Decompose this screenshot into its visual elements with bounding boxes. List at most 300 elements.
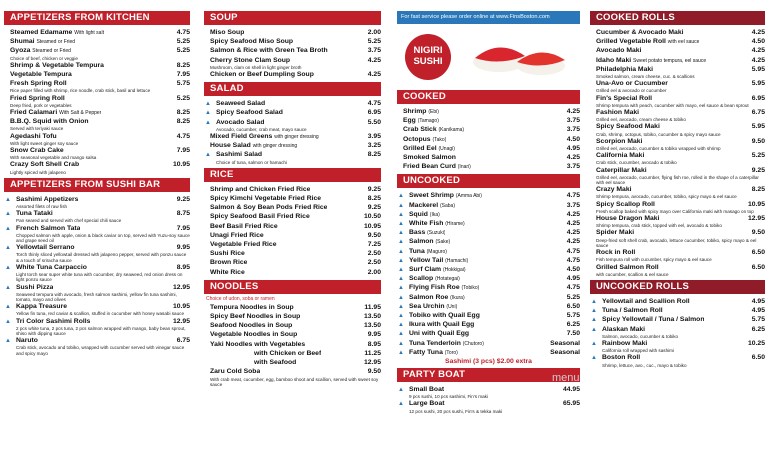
menu-item-name: Tuna Tataki: [16, 210, 53, 218]
raw-fish-icon: ▲: [398, 267, 404, 274]
menu-item-price: 4.95: [566, 275, 580, 283]
menu-item: [590, 298, 765, 306]
soup-header: SOUP: [204, 11, 381, 25]
menu-item-row: [596, 95, 765, 103]
salad-header: SALAD: [204, 82, 381, 96]
menu-item-name: House Salad with ginger dressing: [210, 142, 298, 150]
nigiri-label: NIGIRI: [413, 45, 443, 56]
menu-item: [397, 400, 580, 413]
menu-item-row: [409, 266, 580, 274]
menu-item-description: Crab stick, avocado and tobiko, wrapped with cucumber served with vinegar sauce and spicy mayo: [16, 345, 185, 356]
menu-item-row: [403, 136, 580, 144]
menu-item-row: [16, 196, 190, 204]
menu-item-name: Salmon & Soy Bean Pods Fried Rice: [210, 204, 328, 212]
menu-item-name: Fried Calamari With Salt & Pepper: [10, 109, 102, 117]
menu-item: [397, 330, 580, 338]
menu-item-note: (Hokkigai): [443, 267, 466, 274]
menu-item-name: Cherry Stone Clam Soup: [210, 56, 291, 64]
menu-item-price: 4.75: [176, 132, 190, 140]
menu-item-price: 5.95: [751, 65, 765, 73]
menu-item-name: Smoked Salmon: [403, 154, 456, 162]
menu-item: [4, 80, 190, 93]
menu-item: [4, 337, 190, 356]
uncooked-header: UNCOOKED: [397, 174, 580, 188]
menu-item-row: [403, 163, 580, 171]
menu-item-name: Octopus (Tako): [403, 135, 447, 143]
menu-item-name: Naruto: [16, 337, 38, 345]
menu-item-note: with eel sauce: [667, 39, 700, 46]
rice-list: [204, 186, 381, 277]
menu-item-price: 4.25: [566, 229, 580, 237]
menu-item-price: 7.95: [176, 224, 190, 232]
sushibar-list: [4, 196, 190, 356]
menu-item-price: 5.25: [566, 293, 580, 301]
menu-item-row: [602, 340, 765, 348]
menu-item-name: Shumai Steamed or Fried: [10, 38, 76, 46]
menu-item-row: [16, 210, 190, 218]
menu-item-note: (Hamachi): [445, 257, 469, 264]
menu-item-price: 9.50: [367, 231, 381, 239]
menu-item-row: [216, 151, 381, 159]
menu-item-name: Fatty Tuna (Toro): [409, 348, 458, 356]
menu-item-price: 4.75: [566, 247, 580, 255]
menu-item-name: Seafood Noodles in Soup: [210, 322, 293, 330]
raw-fish-icon: ▲: [205, 110, 211, 117]
menu-item-note: With Salt & Pepper: [59, 110, 102, 117]
menu-item: [397, 321, 580, 329]
menu-item-price: 10.95: [172, 303, 190, 311]
menu-item-row: [596, 29, 765, 37]
menu-item-name: Crab Stick (Kanikama): [403, 126, 465, 134]
menu-item-description: With crab meat, cucumber, egg, bamboo shoot and scallion, served with sweet soy sauce: [210, 376, 379, 387]
menu-item-name: Surf Clam (Hokkigai): [409, 266, 466, 274]
menu-item-description: With seasonal vegetable and mango salsa: [10, 155, 97, 161]
menu-item-price: 7.95: [176, 71, 190, 79]
menu-item: [4, 29, 190, 37]
menu-item-row: [409, 340, 580, 348]
menu-item-price: 11.25: [364, 349, 381, 357]
menu-item: [4, 318, 190, 337]
menu-item-row: [10, 147, 190, 155]
menu-item-price: Seasonal: [550, 348, 580, 356]
menu-item-row: [10, 47, 190, 55]
menu-item-price: 4.50: [751, 38, 765, 46]
menu-item: [590, 38, 765, 46]
menu-item-name: Small Boat: [409, 386, 445, 394]
menu-item-price: 6.95: [751, 94, 765, 102]
menu-item: [590, 354, 765, 367]
raw-fish-icon: ▲: [5, 211, 11, 218]
menu-item-row: [602, 326, 765, 334]
menu-item: [204, 331, 381, 339]
menu-item-price: 12.95: [172, 283, 190, 291]
menu-item-row: [210, 71, 381, 79]
menu-item-description: Grilled eel, avocado, cucumber, flying fish roe, rolled in the shape of a caterpillar with eel sauce: [596, 174, 759, 186]
menu-item-price: 4.25: [751, 47, 765, 55]
column-1: [4, 11, 190, 357]
raw-fish-icon: ▲: [5, 284, 11, 291]
menu-item-price: 3.75: [566, 126, 580, 134]
menu-item-name: Tuna Tenderloin (Chutoro): [409, 339, 484, 347]
menu-item-name: Chicken or Beef Dumpling Soup: [210, 71, 314, 79]
menu-item-price: 10.50: [363, 213, 381, 221]
menu-item: [590, 316, 765, 324]
menu-item: [4, 47, 190, 60]
menu-item-name: Tri Color Sashimi Rolls: [16, 317, 91, 325]
menu-item-name: Seaweed Salad: [216, 100, 266, 108]
menu-item-row: [596, 47, 765, 55]
menu-item-name: House Dragon Maki: [596, 215, 660, 223]
menu-item-price: 3.95: [367, 133, 381, 141]
menu-item-price: 4.50: [566, 266, 580, 274]
menu-item: [590, 249, 765, 262]
raw-fish-icon: ▲: [205, 119, 211, 126]
menu-item-name: Spider Maki: [596, 229, 635, 237]
menu-item-description: Shrimp tempura, avocado, cucumber, tobiko, spicy mayo & eel sauce: [596, 194, 737, 200]
menu-item-row: [16, 303, 190, 311]
menu-item-row: [409, 312, 580, 320]
menu-item-name: Fresh Spring Roll: [10, 80, 67, 88]
menu-item: [4, 38, 190, 46]
cookedrolls-list: [590, 29, 765, 277]
menu-item-price: 2.00: [367, 268, 381, 276]
kitchen-list: [4, 29, 190, 175]
menu-item-price: 3.75: [566, 201, 580, 209]
menu-item: [397, 229, 580, 237]
uncooked-list: [397, 192, 580, 357]
menu-item-note: (Amma Abi): [455, 193, 482, 200]
menu-item: [590, 47, 765, 55]
menu-item-name: Spicy Seafood Miso Soup: [210, 38, 294, 46]
menu-item: [4, 161, 190, 174]
menu-item: [204, 38, 381, 46]
menu-item-price: 4.25: [566, 238, 580, 246]
menu-item-name: with Seafood: [254, 359, 297, 367]
menu-item-row: [210, 223, 381, 231]
menu-item: [590, 95, 765, 108]
menu-item-name: Rainbow Maki: [602, 339, 648, 347]
menu-item: [397, 275, 580, 283]
menu-item-row: [210, 341, 381, 349]
menu-item: [397, 192, 580, 200]
menu-item-price: 8.25: [367, 195, 381, 203]
raw-fish-icon: ▲: [591, 355, 597, 362]
menu-item: [397, 136, 580, 144]
menu-item-row: [403, 117, 580, 125]
raw-fish-icon: ▲: [5, 304, 11, 311]
menu-item-description: Choice of tuna, salmon or hamachi: [216, 159, 287, 165]
kitchen-header: APPETIZERS FROM KITCHEN: [4, 11, 190, 25]
menu-item-name: Ikura with Quail Egg: [409, 321, 475, 329]
raw-fish-icon: ▲: [5, 318, 11, 325]
menu-item: [204, 204, 381, 212]
menu-item-name: Avocado Salad: [216, 118, 265, 126]
menu-item-description: 12 pcs sushi, 20 pcs sushi, Fin's & tekka maki: [409, 408, 503, 414]
menu-item: [590, 201, 765, 214]
menu-item-description: Torch thinly sliced yellowtail dressed with jalapeno pepper, served with ponzu sauce & a touch of sriracha sauce: [16, 252, 187, 263]
menu-item-name: Rock in Roll: [596, 249, 636, 257]
menu-item-description: Grilled eel, avocado, cream cheese & tobiko: [596, 117, 686, 123]
noodles-tagline: Choice of udon, soba or ramen: [206, 295, 275, 302]
menu-item: [590, 29, 765, 37]
menu-item: [204, 195, 381, 203]
menu-item-row: [210, 304, 381, 312]
menu-item-price: 7.50: [566, 330, 580, 338]
menu-item-name: Beef Basil Fried Rice: [210, 222, 278, 230]
menu-item: [397, 202, 580, 210]
menu-item-description: Crab, shrimp, octopus, tobiko, cucumber & spicy mayo sauce: [596, 131, 721, 137]
menu-item-description: Grilled eel, avocado, cucumber & tobiko wrapped with shrimp: [596, 146, 721, 152]
menu-item: [590, 138, 765, 151]
menu-item-name: Sashimi Salad: [216, 151, 263, 159]
menu-item-description: Yellow fin tuna, red caviar & scallion, stuffed in cucumber with honey wasabi sauce: [16, 311, 185, 317]
menu-item-price: 10.95: [747, 200, 765, 208]
raw-fish-icon: ▲: [398, 211, 404, 218]
menu-item-name: Spicy Yellowtail / Tuna / Salmon: [602, 316, 705, 324]
menu-item-description: Shrimp tempura with peach, cucumber with mayo, eel sauce & bean sprout: [596, 102, 749, 108]
menu-item: [204, 133, 381, 141]
menu-item-row: [596, 123, 765, 131]
menu-item-row: [16, 318, 190, 326]
nigiri-badge: [405, 34, 451, 80]
menu-item: [590, 186, 765, 199]
menu-item: [397, 145, 580, 153]
menu-item: [590, 167, 765, 186]
menu-item: [590, 57, 765, 65]
menu-item-name: White Fish (Hirame): [409, 220, 465, 228]
menu-item-row: [409, 257, 580, 265]
raw-fish-icon: ▲: [398, 322, 404, 329]
menu-item-description: 2 pcs white tuna, 2 pcs tuna, 2 pcs salmon wrapped with mango, baby bean sprout, shiso with dipping sauce: [16, 325, 186, 336]
menu-item-name: Fried Spring Roll: [10, 94, 65, 102]
menu-item-name: Crazy Maki: [596, 186, 632, 194]
menu-item-name: Spicy Seafood Maki: [596, 123, 660, 131]
menu-item-price: 11.95: [364, 303, 381, 311]
menu-item: [204, 142, 381, 150]
menu-item-row: [16, 337, 190, 345]
menu-item-price: 13.50: [363, 313, 381, 321]
menu-item-row: [596, 249, 765, 257]
menu-item-note: (Unagi): [438, 145, 455, 152]
raw-fish-icon: ▲: [398, 349, 404, 356]
raw-fish-icon: ▲: [398, 285, 404, 292]
watermark: menu: [552, 372, 580, 384]
menu-item-name: Cucumber & Avocado Maki: [596, 29, 684, 36]
menu-item-price: 5.25: [176, 94, 190, 102]
partyboat-list: [397, 386, 580, 414]
menu-item-price: 5.75: [751, 316, 765, 324]
raw-fish-icon: ▲: [5, 196, 11, 203]
menu-item-name: Unagi Fried Rice: [210, 231, 264, 239]
menu-item-row: [409, 275, 580, 283]
menu-item-price: 6.75: [176, 337, 190, 345]
menu-item-row: [210, 38, 381, 46]
menu-item-price: 9.25: [751, 166, 765, 174]
menu-item-price: 4.25: [367, 56, 381, 64]
menu-item-name: Alaskan Maki: [602, 325, 646, 333]
menu-item: [590, 123, 765, 136]
menu-item-description: California roll wrapped with sashimi: [602, 348, 674, 354]
cooked-list: [397, 108, 580, 171]
menu-item-name: Uni with Quail Egg: [409, 330, 470, 338]
menu-item-description: 9 pcs sushi, 10 pcs sashimi, Fin's maki: [409, 394, 488, 400]
menu-item: [204, 186, 381, 194]
menu-item-price: 8.25: [751, 186, 765, 194]
menu-item-note: (Tamago): [417, 118, 439, 125]
menu-item-price: 2.00: [367, 29, 381, 36]
menu-item: [204, 213, 381, 221]
menu-item-row: [10, 29, 190, 37]
menu-item-price: 5.95: [751, 80, 765, 88]
menu-item-row: [596, 215, 765, 223]
menu-item-price: 5.95: [751, 123, 765, 131]
menu-item-price: 5.75: [176, 80, 190, 88]
menu-item-description: Grilled eel & avocado or cucumber: [596, 88, 667, 94]
menu-item-price: 12.95: [172, 317, 190, 325]
column-4: [590, 11, 765, 369]
menu-item: [204, 304, 381, 312]
menu-item-row: [409, 349, 580, 357]
menu-item-price: 8.95: [367, 340, 381, 348]
sashimi-note: Sashimi (3 pcs) $2.00 extra: [445, 358, 532, 366]
menu-item-price: 7.95: [176, 147, 190, 155]
column-3: [397, 90, 580, 415]
menu-item-row: [409, 211, 580, 219]
menu-item-price: 4.75: [566, 284, 580, 292]
menu-item-description: Rice paper filled with shrimp, rice noodle, crab stick, basil and lettuce: [10, 88, 151, 94]
menu-item-price: 9.95: [176, 244, 190, 252]
raw-fish-icon: ▲: [591, 326, 597, 333]
menu-item: [204, 232, 381, 240]
menu-item-price: 44.95: [562, 386, 580, 394]
raw-fish-icon: ▲: [398, 294, 404, 301]
menu-item-name: Shrimp & Vegetable Tempura: [10, 61, 104, 69]
menu-item-price: 10.95: [363, 222, 381, 230]
menu-item-price: 6.50: [566, 302, 580, 310]
menu-item: [4, 196, 190, 209]
cookedrolls-header: COOKED ROLLS: [590, 11, 765, 25]
menu-item-note: (Ikura): [450, 294, 465, 301]
menu-item-description: Crab stick, cucumber, avocado & tobiko: [596, 160, 677, 166]
menu-item: [397, 220, 580, 228]
menu-item-row: [403, 145, 580, 153]
sushi-label: SUSHI: [413, 56, 443, 67]
menu-item: [590, 80, 765, 93]
menu-item-price: 2.50: [367, 250, 381, 258]
menu-item-row: [254, 359, 381, 367]
menu-item-note: (Uni): [446, 303, 458, 310]
menu-item: [4, 284, 190, 303]
menu-item-name: Tempura Noodles in Soup: [210, 303, 294, 311]
menu-item-name: Scallop (Hotategai): [409, 275, 460, 283]
menu-item-price: 10.25: [747, 339, 765, 347]
menu-item-name: Gyoza Steamed or Fried: [10, 47, 71, 55]
menu-item-row: [596, 201, 765, 209]
soup-list: [204, 29, 381, 79]
menu-item-description: Mushroom, clam on shell in light ginger broth: [210, 64, 302, 70]
menu-item-price: 5.25: [367, 38, 381, 46]
menu-item: [590, 264, 765, 277]
menu-item-name: Yellowtail and Scallion Roll: [602, 297, 690, 305]
menu-item-price: 12.95: [363, 359, 381, 367]
menu-item-row: [254, 350, 381, 358]
menu-item-price: 6.25: [751, 325, 765, 333]
menu-item: [4, 133, 190, 146]
menu-item: [204, 341, 381, 349]
nigiri-sushi-panel: [397, 26, 580, 86]
menu-item: [4, 303, 190, 316]
menu-item-price: 5.50: [367, 118, 381, 126]
menu-item-name: Mixed Field Greens with ginger dressing: [210, 133, 319, 141]
menu-item-price: 5.25: [751, 152, 765, 160]
raw-fish-icon: ▲: [398, 257, 404, 264]
menu-item-price: 13.50: [363, 322, 381, 330]
menu-item-row: [596, 66, 765, 74]
menu-item-row: [210, 204, 381, 212]
menu-item-price: 10.95: [172, 161, 190, 169]
menu-item-price: 5.25: [176, 38, 190, 46]
menu-item: [204, 322, 381, 330]
menu-item-row: [210, 232, 381, 240]
menu-item-description: With light sweet ginger soy sauce: [10, 140, 79, 146]
menu-item-price: 9.50: [751, 229, 765, 237]
menu-item: [4, 118, 190, 131]
menu-item-row: [10, 95, 190, 103]
menu-item-price: 3.75: [566, 117, 580, 125]
menu-item-name: Salmon Roe (Ikura): [409, 293, 465, 301]
menu-item-description: with cucumber, scallion & eel sauce: [596, 271, 669, 277]
menu-item-row: [596, 109, 765, 117]
menu-item-note: (Ika): [429, 211, 440, 218]
menu-item: [204, 151, 381, 164]
menu-item-price: 3.25: [367, 142, 381, 150]
menu-item-name: Squid (Ika): [409, 210, 440, 218]
menu-item: [204, 250, 381, 258]
menu-item-name: Vegetable Noodles in Soup: [210, 331, 298, 339]
menu-item-description: Seaweed tempura with avocado, fresh salmon sashimi, yellow fin tuna sashimi, tomato, mayo and olives: [16, 291, 177, 302]
menu-item: [397, 284, 580, 292]
menu-item-name: Avocado Maki: [596, 47, 642, 55]
menu-item-price: 4.25: [566, 220, 580, 228]
menu-item-row: [403, 154, 580, 162]
menu-item-name: Large Boat: [409, 400, 445, 408]
menu-item: [397, 108, 580, 116]
menu-item-note: Steamed or Fried: [32, 48, 71, 55]
menu-item: [397, 126, 580, 134]
menu-item-note: Sweet potato tempura, eel sauce: [633, 57, 707, 64]
menu-item-row: [216, 119, 381, 127]
menu-item: [397, 154, 580, 162]
raw-fish-icon: ▲: [398, 193, 404, 200]
menu-item-name: Fin's Special Roll: [596, 94, 653, 102]
raw-fish-icon: ▲: [398, 202, 404, 209]
menu-item-note: (Tobiko): [461, 285, 480, 292]
menu-item-price: 7.25: [367, 241, 381, 249]
menu-item-name: Sea Urchin (Uni): [409, 302, 458, 310]
menu-item: [204, 359, 381, 367]
menu-item-description: Avocado, cucumber, crab meat, mayo sauce: [216, 126, 307, 132]
menu-item-row: [210, 29, 381, 37]
menu-item: [397, 117, 580, 125]
raw-fish-icon: ▲: [5, 225, 11, 232]
menu-item-row: [210, 57, 381, 65]
menu-item-row: [10, 62, 190, 70]
menu-item-row: [596, 229, 765, 237]
menu-item-row: [596, 38, 765, 46]
menu-item-row: [596, 264, 765, 272]
menu-item-description: Choice of beef, chicken or veggie: [10, 55, 78, 61]
menu-item: [590, 109, 765, 122]
